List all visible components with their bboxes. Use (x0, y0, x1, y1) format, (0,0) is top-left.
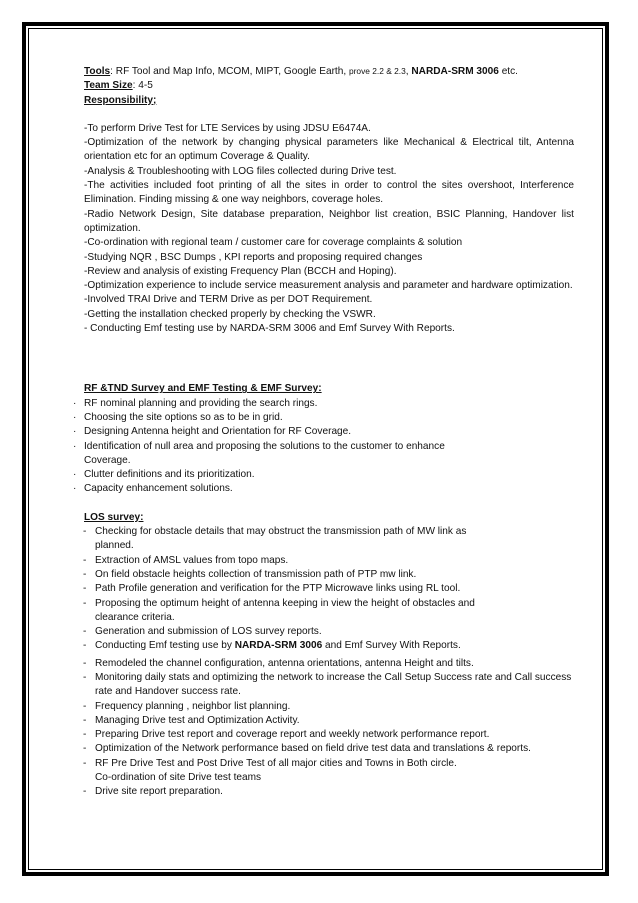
bullet-mark: · (73, 426, 77, 438)
document-body (73, 64, 574, 800)
list-item: -Involved TRAI Drive and TERM Drive as per DOT Requirement. (84, 294, 373, 306)
bullet-mark: · (73, 440, 77, 452)
rf-survey-heading: RF &TND Survey and EMF Testing & EMF Survey: (84, 383, 322, 395)
list-item: -Co-ordination with regional team / customer care for coverage complaints & solution (84, 237, 463, 249)
list-item: - Frequency planning , neighbor list planning. (83, 700, 574, 714)
list-item: · Designing Antenna height and Orientation for RF Coverage. (76, 425, 574, 439)
dash-mark: - (83, 568, 87, 580)
dash-mark: - (83, 626, 87, 638)
dash-mark: - (83, 597, 87, 609)
team-size-line (84, 79, 574, 93)
dash-mark: - (83, 657, 87, 669)
list-item: · Clutter definitions and its prioritization. (76, 468, 574, 482)
tools-bold: NARDA-SRM 3006 (411, 66, 499, 77)
bullet-mark: · (73, 469, 77, 481)
bullet-mark: · (73, 483, 77, 495)
dash-mark: - (83, 671, 87, 683)
dash-mark: - (83, 526, 87, 538)
responsibility-list (84, 122, 574, 336)
responsibility-heading: Responsibility; (84, 94, 157, 106)
list-item: -Optimization of the network by changing physical parameters like Mechanical & Electrical tilt, Antenna orientation etc for an optimum Coverage & Quality. (84, 137, 574, 163)
list-item: -Studying NQR , BSC Dumps , KPI reports and proposing required changes (84, 251, 423, 263)
dash-mark: - (83, 700, 87, 712)
list-item: - Monitoring daily stats and optimizing the network to increase the Call Setup Success rate and Call success rate and Handover success rate. (83, 671, 572, 698)
team-size-label: Team Size (84, 80, 133, 92)
list-item: - Preparing Drive test report and coverage report and weekly network performance report. (83, 728, 574, 742)
rf-survey-list (73, 397, 574, 497)
list-item: -Getting the installation checked properly by checking the VSWR. (84, 308, 376, 320)
list-item: - Proposing the optimum height of antenna keeping in view the height of obstacles and clearance criteria. (83, 597, 475, 623)
tools-comma: , (405, 66, 412, 77)
list-item: - Extraction of AMSL values from topo maps. (83, 554, 574, 568)
list-item: - Checking for obstacle details that may obstruct the transmission path of MW link as planned. (83, 526, 467, 552)
list-item: -Analysis & Troubleshooting with LOG files collected during Drive test. (84, 165, 397, 177)
coordination-line: Co-ordination of site Drive test teams (95, 772, 262, 784)
tools-small: prove 2.2 & 2.3 (348, 66, 406, 76)
list-item: · RF nominal planning and providing the search rings. (76, 397, 574, 411)
list-item: · Identification of null area and proposing the solutions to the customer to enhance Coverage. (73, 440, 445, 466)
dash-mark: - (83, 757, 87, 769)
bullet-mark: · (73, 411, 77, 423)
list-item: · Capacity enhancement solutions. (76, 482, 574, 496)
tools-line (84, 64, 574, 79)
list-item: -To perform Drive Test for LTE Services by using JDSU E6474A. (84, 122, 371, 134)
los-survey-heading: LOS survey: (84, 511, 144, 523)
list-item: · Choosing the site options so as to be in grid. (76, 411, 574, 425)
dash-mark: - (83, 640, 87, 652)
list-item: -Radio Network Design, Site database preparation, Neighbor list creation, BSIC Planning, Handover list optimization. (84, 208, 574, 234)
list-item: - Drive site report preparation. (83, 785, 574, 799)
tools-text: : RF Tool and Map Info, MCOM, MIPT, Google Earth, (110, 66, 349, 77)
list-item (83, 771, 574, 785)
list-item: - Path Profile generation and verification for the PTP Microwave links using RL tool. (83, 582, 574, 596)
dash-mark: - (83, 786, 87, 798)
list-item: - Managing Drive test and Optimization Activity. (83, 714, 574, 728)
team-size-value: : 4-5 (132, 80, 153, 92)
list-item: - Conducting Emf testing use by NARDA-SRM 3006 and Emf Survey With Reports. (84, 323, 455, 335)
list-item: - RF Pre Drive Test and Post Drive Test of all major cities and Towns in Both circle. (83, 757, 574, 771)
dash-mark: - (83, 554, 87, 566)
los-survey-list (84, 525, 574, 800)
list-item: -Optimization experience to include service measurement analysis and parameter and hardware optimization. (84, 280, 573, 292)
list-item: -Review and analysis of existing Frequency Plan (BCCH and Hoping). (84, 265, 397, 277)
list-item: -The activities included foot printing of all the sites in order to control the sites overshoot, Interference Elimination. Finding missing & one way neighbors, coverage holes. (84, 180, 574, 206)
tools-label: Tools (84, 66, 111, 77)
dash-mark: - (83, 743, 87, 755)
list-item: - Generation and submission of LOS survey reports. (83, 625, 574, 639)
list-item: - Remodeled the channel configuration, antenna orientations, antenna Height and tilts. (83, 657, 574, 671)
list-item: - On field obstacle heights collection of transmission path of PTP mw link. (83, 568, 574, 582)
dash-mark: - (83, 583, 87, 595)
list-item: - Optimization of the Network performance based on field drive test data and translations & reports. (83, 742, 574, 756)
dash-mark: - (83, 714, 87, 726)
dash-mark: - (83, 729, 87, 741)
tools-end: etc. (498, 66, 518, 77)
list-item: - Conducting Emf testing use by NARDA-SRM 3006 and Emf Survey With Reports. (83, 639, 574, 653)
bullet-mark: · (73, 397, 77, 409)
